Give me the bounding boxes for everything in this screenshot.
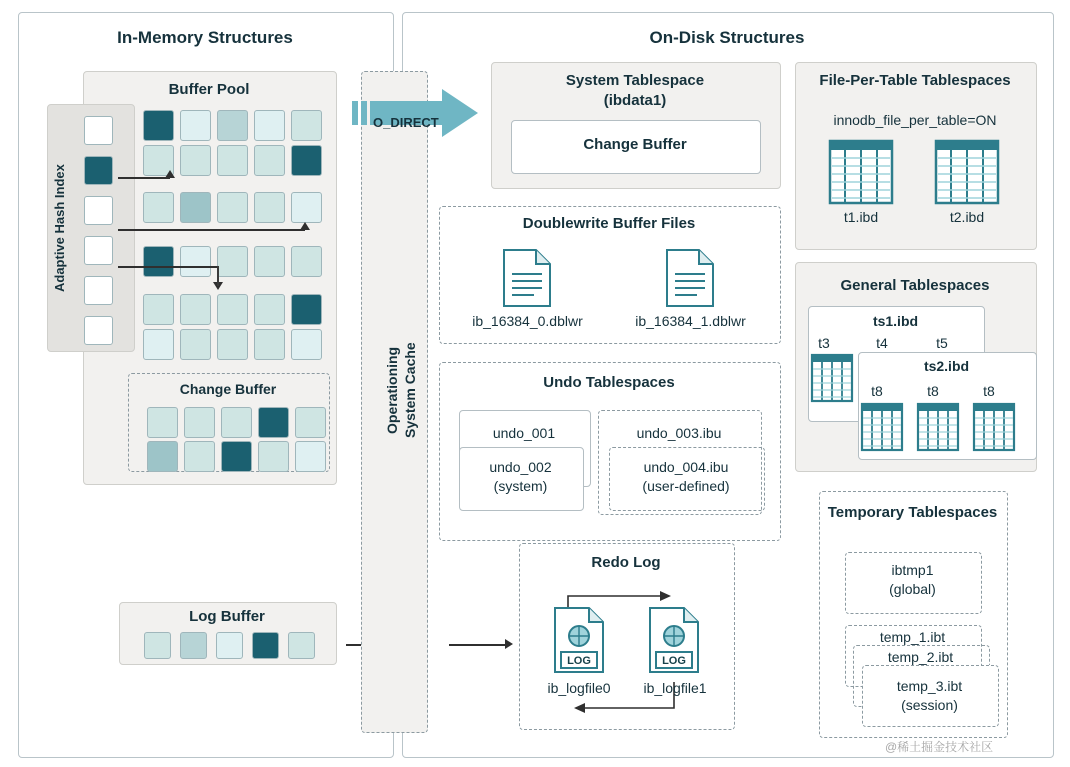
undo-002-label: undo_002 [489, 459, 552, 475]
file-per-table-title: File-Per-Table Tablespaces [819, 72, 1011, 89]
system-tablespace-title: System Tablespace [565, 72, 705, 89]
buffer-pool-page [291, 329, 322, 360]
buffer-pool-page [291, 110, 322, 141]
ts2-table-label: t8 [927, 383, 939, 399]
undo-004-sublabel: (user-defined) [642, 478, 730, 494]
buffer-pool-page [254, 294, 285, 325]
temp-3-label: temp_3.ibt [896, 678, 963, 694]
ts1-table-label: t3 [818, 335, 830, 351]
ahi-arrow-line [118, 266, 218, 268]
table-icon [916, 402, 960, 452]
ibtmp1-label: ibtmp1 [891, 562, 934, 578]
file-per-table-file-label: t1.ibd [843, 209, 879, 225]
file-per-table-file-label: t2.ibd [949, 209, 985, 225]
change-buffer-page [295, 441, 326, 472]
buffer-pool-page [254, 192, 285, 223]
redo-log-file-label: ib_logfile0 [547, 680, 611, 696]
file-per-table-setting: innodb_file_per_table=ON [833, 112, 997, 128]
buffer-pool-page [254, 329, 285, 360]
table-icon [828, 139, 894, 205]
log-buffer-page [180, 632, 207, 659]
doublewrite-file-icon [500, 248, 554, 308]
change-buffer-page [221, 407, 252, 438]
change-buffer-page [258, 441, 289, 472]
ibtmp1-sublabel: (global) [889, 581, 936, 597]
undo-tablespaces-title: Undo Tablespaces [543, 374, 675, 391]
ahi-arrow-line [118, 229, 305, 231]
buffer-pool-page [143, 246, 174, 277]
buffer-pool-page [291, 192, 322, 223]
buffer-pool-page [180, 246, 211, 277]
buffer-pool-page [143, 294, 174, 325]
buffer-pool-page [217, 246, 248, 277]
ahi-arrow-drop [217, 266, 219, 286]
svg-text:LOG: LOG [662, 655, 686, 667]
redo-log-input-arrow-line [449, 644, 509, 646]
buffer-pool-page [180, 145, 211, 176]
svg-text:LOG: LOG [567, 655, 591, 667]
buffer-pool-page [217, 110, 248, 141]
buffer-pool-page [180, 110, 211, 141]
change-buffer-page [147, 441, 178, 472]
change-buffer-page [258, 407, 289, 438]
ts1-table-label: t5 [936, 335, 948, 351]
buffer-pool-page [291, 294, 322, 325]
buffer-pool-page [291, 246, 322, 277]
panel-on-disk-title: On-Disk Structures [649, 28, 805, 47]
temporary-tablespaces-title: Temporary Tablespaces [827, 504, 998, 521]
table-icon [934, 139, 1000, 205]
buffer-pool-page [180, 329, 211, 360]
buffer-pool-page [217, 329, 248, 360]
adaptive-hash-index-label: Adaptive Hash Index [52, 164, 67, 292]
ahi-cell [84, 196, 113, 225]
temp-3-sublabel: (session) [901, 697, 958, 713]
redo-log-title: Redo Log [591, 554, 661, 571]
redo-log-file-label: ib_logfile1 [643, 680, 707, 696]
buffer-pool-page [254, 110, 285, 141]
ahi-arrow-line [118, 177, 170, 179]
buffer-pool-page [143, 110, 174, 141]
temp-2-label: temp_2.ibt [887, 649, 954, 665]
log-buffer-page [216, 632, 243, 659]
ahi-arrow-head [165, 170, 175, 178]
o-direct-label: O_DIRECT [373, 115, 439, 130]
watermark: @稀土掘金技术社区 [885, 740, 994, 754]
ahi-cell [84, 276, 113, 305]
system-tablespace-change-buffer-label: Change Buffer [583, 136, 687, 153]
ahi-cell [84, 116, 113, 145]
buffer-pool-page [254, 145, 285, 176]
buffer-pool-title: Buffer Pool [168, 81, 250, 98]
undo-001-label: undo_001 [492, 425, 556, 441]
undo-003-label: undo_003.ibu [636, 425, 722, 441]
panel-in-memory-title: In-Memory Structures [117, 28, 293, 47]
temp-1-label: temp_1.ibt [879, 629, 946, 645]
undo-002-sublabel: (system) [493, 478, 548, 494]
change-buffer-page [184, 407, 215, 438]
buffer-pool-page [291, 145, 322, 176]
doublewrite-file-icon [663, 248, 717, 308]
temp-3-box [862, 665, 999, 727]
change-buffer-page [184, 441, 215, 472]
log-buffer-title: Log Buffer [189, 608, 265, 625]
change-buffer-memory-title: Change Buffer [179, 381, 277, 397]
ts2-table-label: t8 [871, 383, 883, 399]
system-tablespace-subtitle: (ibdata1) [603, 92, 667, 109]
undo-004-label: undo_004.ibu [643, 459, 729, 475]
redo-log-file-icon [646, 606, 702, 674]
doublewrite-file-label: ib_16384_0.dblwr [472, 313, 583, 329]
buffer-pool-page [180, 192, 211, 223]
log-buffer-page [144, 632, 171, 659]
change-buffer-page [221, 441, 252, 472]
ahi-arrow-head [300, 222, 310, 230]
buffer-pool-page [217, 145, 248, 176]
ts1-name: ts1.ibd [872, 313, 919, 329]
table-icon [810, 353, 854, 403]
doublewrite-file-label: ib_16384_1.dblwr [635, 313, 746, 329]
ts2-table-label: t8 [983, 383, 995, 399]
ahi-cell [84, 156, 113, 185]
buffer-pool-page [217, 294, 248, 325]
buffer-pool-page [143, 329, 174, 360]
ts1-table-label: t4 [876, 335, 888, 351]
ts2-name: ts2.ibd [923, 358, 970, 374]
table-icon [972, 402, 1016, 452]
change-buffer-page [295, 407, 326, 438]
general-tablespaces-title: General Tablespaces [840, 277, 990, 294]
buffer-pool-page [217, 192, 248, 223]
buffer-pool-page [254, 246, 285, 277]
os-cache-label: Operationing System Cache [384, 342, 418, 438]
redo-log-file-icon [551, 606, 607, 674]
change-buffer-page [147, 407, 178, 438]
doublewrite-title: Doublewrite Buffer Files [522, 215, 696, 232]
table-icon [860, 402, 904, 452]
buffer-pool-page [180, 294, 211, 325]
ahi-cell [84, 236, 113, 265]
redo-log-input-arrow-head [505, 639, 513, 649]
log-buffer-page [252, 632, 279, 659]
ahi-cell [84, 316, 113, 345]
log-buffer-page [288, 632, 315, 659]
buffer-pool-page [143, 192, 174, 223]
